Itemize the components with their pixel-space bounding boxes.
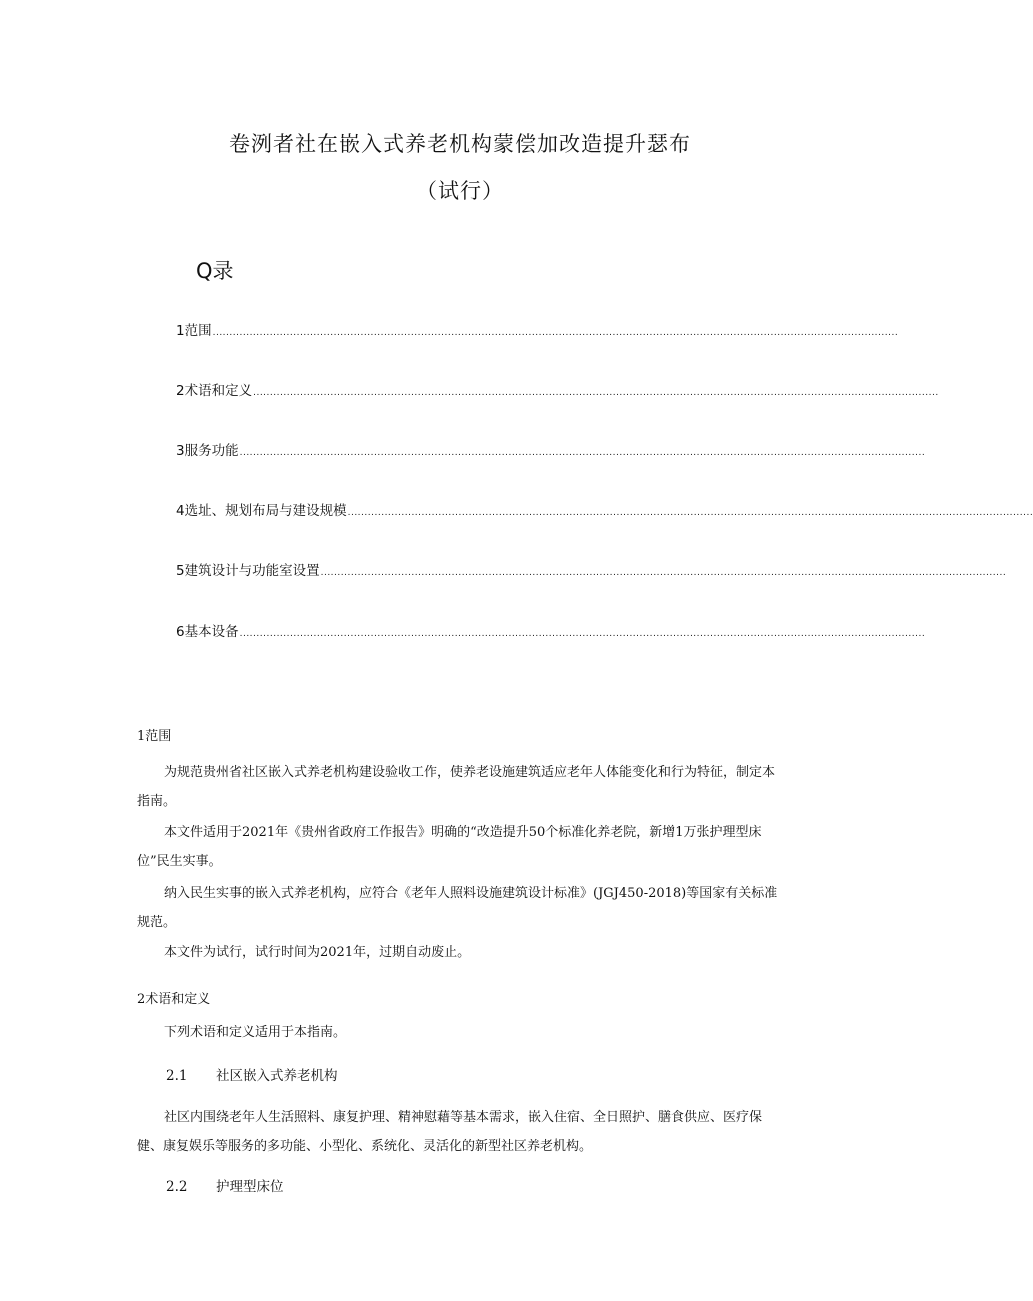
section-heading-terms: 2术语和定义 (137, 992, 211, 1007)
toc-leader-dots: ............................................................................................................................................................................................................ (347, 508, 1033, 518)
paragraph: 纳入民生实事的嵌入式养老机构，应符合《老年人照料设施建筑设计标准》(JGJ450-2018)等国家有关标准规范。 (137, 886, 778, 930)
toc-item-label: 5建筑设计与功能室设置 (176, 563, 320, 579)
paragraph: 本文件适用于2021年《贵州省政府工作报告》明确的“改造提升50个标准化养老院，新增1万张护理型床位”民生实事。 (137, 825, 762, 869)
toc-item[interactable] (176, 620, 926, 640)
subsection-heading (166, 1064, 338, 1084)
subsection-heading (166, 1175, 284, 1195)
toc-leader-dots: ............................................................................................................................................................................................................ (239, 448, 926, 458)
paragraph: 下列术语和定义适用于本指南。 (164, 1025, 347, 1040)
toc-item-label: 6基本设备 (176, 624, 239, 640)
paragraph: 社区内围绕老年人生活照料、康复护理、精神慰藉等基本需求，嵌入住宿、全日照护、膳食供应、医疗保健、康复娱乐等服务的多功能、小型化、系统化、灵活化的新型社区养老机构。 (137, 1110, 763, 1154)
toc-item[interactable] (176, 559, 1007, 579)
subsection-title: 社区嵌入式养老机构 (216, 1068, 338, 1084)
paragraph: 本文件为试行，试行时间为2021年，过期自动废止。 (164, 945, 471, 960)
subsection-number: 2.2 (166, 1179, 188, 1195)
toc-leader-dots: ............................................................................................................................................................................................................ (320, 568, 1007, 578)
toc-item-label: 2术语和定义 (176, 383, 253, 399)
subsection-title: 护理型床位 (216, 1179, 284, 1195)
toc-leader-dots: ............................................................................................................................................................................................................ (212, 328, 899, 338)
toc-item-label: 4选址、规划布局与建设规模 (176, 503, 347, 519)
toc-leader-dots: ............................................................................................................................................................................................................ (253, 388, 939, 398)
toc-item[interactable] (176, 379, 939, 399)
toc-leader-dots: ............................................................................................................................................................................................................ (239, 629, 926, 639)
paragraph: 为规范贵州省社区嵌入式养老机构建设验收工作，使养老设施建筑适应老年人体能变化和行为特征，制定本指南。 (137, 765, 776, 809)
toc-item-label: 1范围 (176, 323, 212, 339)
document-title: 卷洌者社在嵌入式养老机构蒙偿加改造提升瑟布 (229, 132, 691, 156)
subsection-number: 2.1 (166, 1068, 188, 1084)
toc-item[interactable] (176, 499, 1033, 519)
toc-heading: Q录 (196, 259, 234, 283)
document-subtitle: （试行） (416, 179, 504, 203)
toc-item-label: 3服务功能 (176, 443, 239, 459)
toc-item[interactable] (176, 439, 926, 459)
section-heading-scope: 1范围 (137, 729, 172, 744)
toc-item[interactable] (176, 319, 899, 339)
